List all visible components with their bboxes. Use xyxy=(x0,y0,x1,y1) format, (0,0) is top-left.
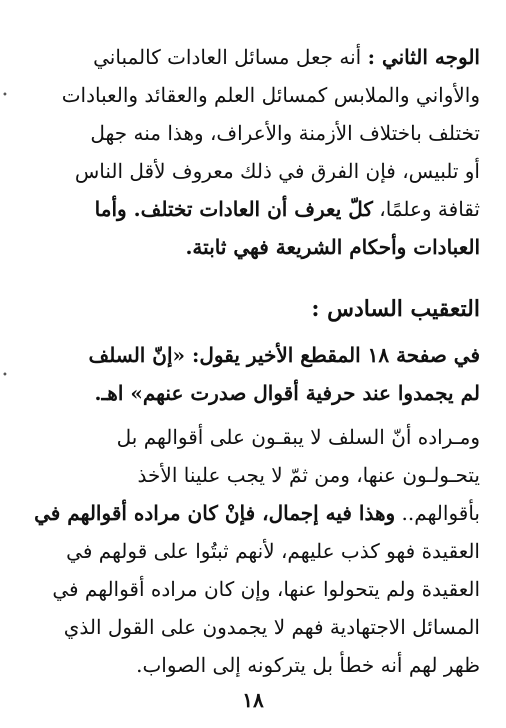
margin-mark: • xyxy=(2,370,8,381)
line-text: ثقافة وعلمًا، xyxy=(379,197,480,221)
section-heading: التعقيب السادس : xyxy=(311,296,480,322)
paragraph-line: يتحـولـون عنها، ومن ثمّ لا يجب علينا الأخذ xyxy=(137,463,480,487)
paragraph-line xyxy=(30,494,480,532)
quote-line: لم يجمدوا عند حرفية أقوال صدرت عنهم» اهـ. xyxy=(94,381,480,405)
paragraph-line: العبادات وأحكام الشريعة فهي ثابتة. xyxy=(185,235,480,259)
paragraph-response xyxy=(30,418,480,684)
paragraph-line: أو تلبيس، فإن الفرق في ذلك معروف لأقل الناس xyxy=(74,159,480,183)
line-text: بأقوالهم.. xyxy=(401,501,480,525)
line-text: أنه جعل مسائل العادات كالمباني xyxy=(93,45,362,69)
bold-phrase: وهذا فيه إجمال، فإنْ كان مراده أقوالهم في xyxy=(34,501,396,525)
paragraph-line: تختلف باختلاف الأزمنة والأعراف، وهذا منه جهل xyxy=(90,121,480,145)
bold-phrase: كلّ يعرف أن العادات تختلف. وأما xyxy=(94,197,373,221)
lead-phrase: الوجه الثاني : xyxy=(367,45,480,69)
paragraph-line: ومـراده أنّ السلف لا يبقـون على أقوالهم بل xyxy=(116,425,480,449)
paragraph-line: المسائل الاجتهادية فهم لا يجمدون على القول الذي xyxy=(63,615,480,639)
paragraph-second-aspect xyxy=(30,38,480,266)
paragraph-line xyxy=(30,38,480,76)
paragraph-line: ظهر لهم أنه خطأ بل يتركونه إلى الصواب. xyxy=(136,653,480,677)
paragraph-line: العقيدة فهو كذب عليهم، لأنهم ثبتُوا على قولهم في xyxy=(66,539,480,563)
section-heading-block xyxy=(30,290,480,328)
paragraph-line xyxy=(30,190,480,228)
page-number: ١٨ xyxy=(242,688,264,712)
quote-line: في صفحة ١٨ المقطع الأخير يقول: «إنّ السلف xyxy=(88,343,480,367)
paragraph-line: العقيدة ولم يتحولوا عنها، وإن كان مراده أقوالهم في xyxy=(52,577,480,601)
quote-block xyxy=(30,336,480,412)
margin-mark: • xyxy=(2,90,8,101)
paragraph-line: والأواني والملابس كمسائل العلم والعقائد والعبادات xyxy=(61,83,480,107)
